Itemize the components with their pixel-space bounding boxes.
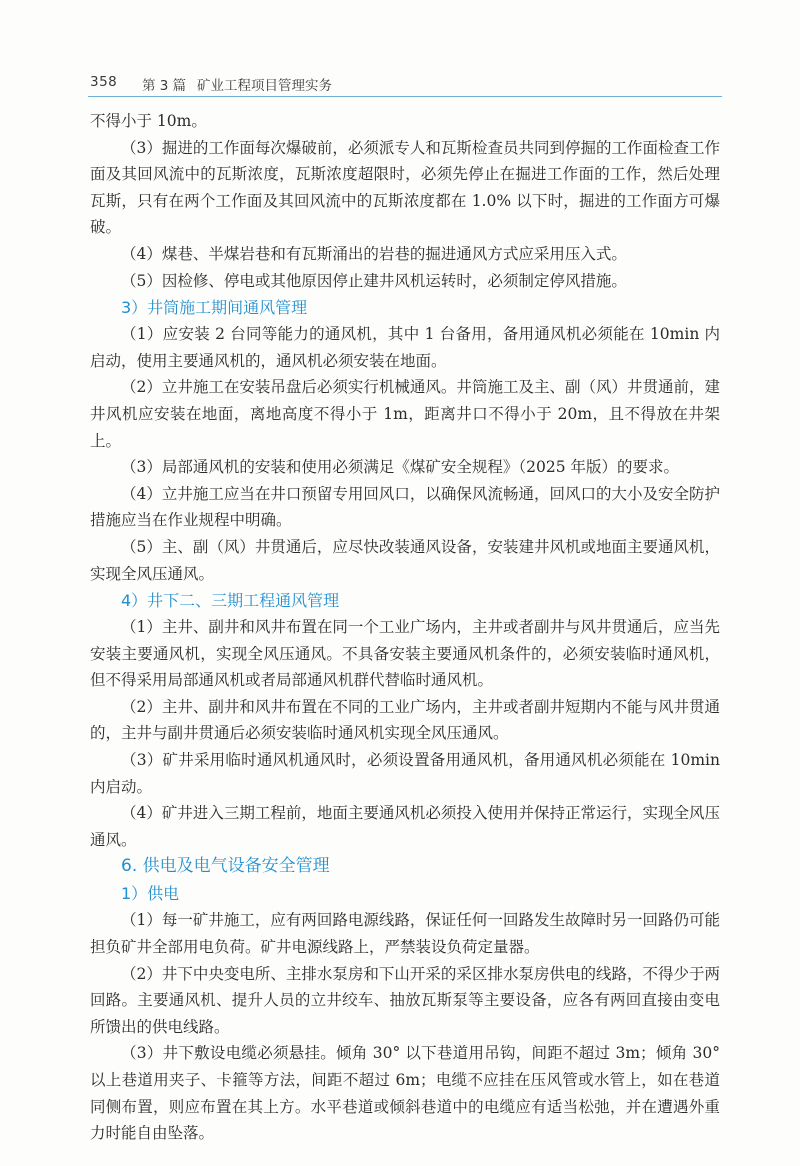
paragraph: （2）立井施工在安装吊盘后必须实行机械通风。井筒施工及主、副（风）井贯通前，建井风机应安装在地面，离地高度不得小于 1m，距离井口不得小于 20m，且不得放在井架上。	[90, 378, 720, 450]
paragraph: （3）局部通风机的安装和使用必须满足《煤矿安全规程》（2025 年版）的要求。	[121, 458, 679, 477]
subsection-heading: 4）井下二、三期工程通风管理	[121, 591, 340, 611]
page-header	[90, 70, 720, 96]
paragraph: （1）主井、副井和风井布置在同一个工业广场内，主井或者副井与风井贯通后，应当先安装主要通风机，实现全风压通风。不具备安装主要通风机条件的，必须安装临时通风机，但不得采用局部通风机或者局部通风机群代替临时通风机。	[90, 618, 720, 690]
subsection-heading: 3）井筒施工期间通风管理	[121, 298, 308, 318]
page-body	[90, 108, 720, 1147]
paragraph: （1）每一矿井施工，应有两回路电源线路，保证任何一回路发生故障时另一回路仍可能担负矿井全部用电负荷。矿井电源线路上，严禁装设负荷定量器。	[90, 911, 720, 957]
page-number: 358	[90, 74, 118, 90]
paragraph: （4）立井施工应当在井口预留专用回风口，以确保风流畅通，回风口的大小及安全防护措施应当在作业规程中明确。	[90, 484, 720, 530]
paragraph: （2）主井、副井和风井布置在不同的工业广场内，主井或者副井短期内不能与风井贯通的，主井与副井贯通后必须安装临时通风机实现全风压通风。	[90, 697, 720, 743]
part-title: 矿业工程项目管理实务	[197, 78, 332, 94]
part-label: 第 3 篇	[142, 78, 187, 94]
paragraph: 不得小于 10m。	[90, 112, 207, 130]
subsection-heading: 1）供电	[121, 884, 180, 904]
paragraph: （2）井下中央变电所、主排水泵房和下山开采的采区排水泵房供电的线路，不得少于两回路。主要通风机、提升人员的立井绞车、抽放瓦斯泵等主要设备，应各有两回直接由变电所馈出的供电线路。	[90, 964, 720, 1036]
paragraph: （4）煤巷、半煤岩巷和有瓦斯涌出的岩巷的掘进通风方式应采用压入式。	[121, 244, 627, 263]
header-divider	[88, 96, 722, 97]
paragraph: （4）矿井进入三期工程前，地面主要通风机必须投入使用并保持正常运行，实现全风压通风。	[90, 804, 720, 849]
paragraph: （3）井下敷设电缆必须悬挂。倾角 30° 以下巷道用吊钩，间距不超过 3m；倾角 30° 以上巷道用夹子、卡箍等方法，间距不超过 6m；电缆不应挂在压风管或水管上，如在巷道同侧布置，则应布置在其上方。水平巷道或倾斜巷道中的电缆应有适当松弛，并在遭遇外重力时能自由坠落。	[90, 1044, 720, 1143]
paragraph: （5）因检修、停电或其他原因停止建井风机运转时，必须制定停风措施。	[121, 271, 627, 290]
paragraph: （1）应安装 2 台同等能力的通风机，其中 1 台备用，备用通风机必须能在 10min 内启动，使用主要通风机的，通风机必须安装在地面。	[90, 325, 720, 370]
paragraph: （3）掘进的工作面每次爆破前，必须派专人和瓦斯检查员共同到停掘的工作面检查工作面及其回风流中的瓦斯浓度，瓦斯浓度超限时，必须先停止在掘进工作面的工作，然后处理瓦斯，只有在两个工作面及其回风流中的瓦斯浓度都在 1.0% 以下时，掘进的工作面方可爆破。	[90, 138, 720, 237]
section-heading: 6. 供电及电气设备安全管理	[121, 856, 330, 877]
paragraph: （5）主、副（风）井贯通后，应尽快改装通风设备，安装建井风机或地面主要通风机，实现全风压通风。	[90, 537, 720, 583]
paragraph: （3）矿井采用临时通风机通风时，必须设置备用通风机，备用通风机必须能在 10min 内启动。	[90, 751, 720, 796]
